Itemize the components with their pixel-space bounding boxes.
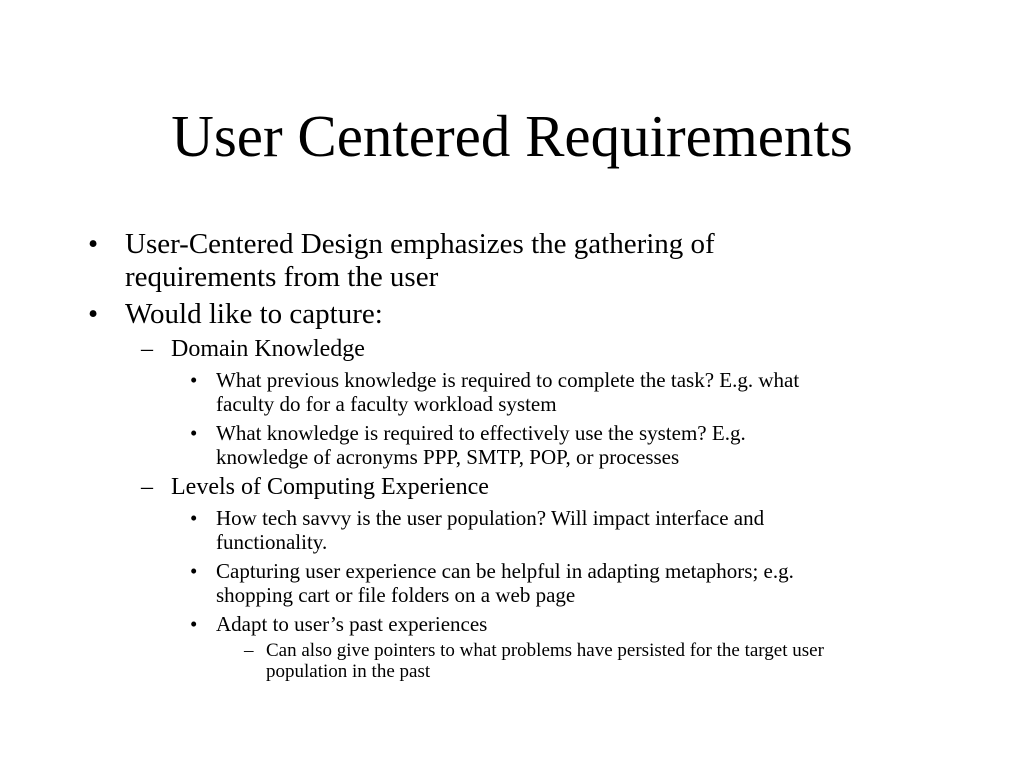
sub-sub-bullet-item [0, 421, 1024, 469]
bullet-text-line: Adapt to user’s past experiences [216, 612, 488, 636]
bullet-item [0, 228, 1024, 294]
bullet-text-line: faculty do for a faculty workload system [216, 392, 557, 416]
bullet-text-line: shopping cart or file folders on a web page [216, 583, 576, 607]
sub-sub-bullet-text [216, 559, 1024, 607]
bullet-text [125, 228, 1024, 294]
dash-icon: – [141, 336, 153, 362]
bullet-text-line: requirements from the user [125, 261, 439, 293]
bullet-text-line: Levels of Computing Experience [171, 474, 489, 500]
bullet-text-line: User-Centered Design emphasizes the gathering of [125, 228, 715, 260]
sub-sub-bullet-text [216, 612, 1024, 636]
bullet-icon: • [190, 612, 198, 636]
bullet-icon: • [88, 228, 99, 260]
sub-sub-bullet-text [216, 421, 1024, 469]
bullet-text [125, 298, 1024, 331]
bullet-icon: • [190, 421, 198, 445]
dash-icon: – [141, 474, 153, 500]
sub-bullet-item [0, 335, 1024, 363]
sub-sub-bullet-text [216, 506, 1024, 554]
sub-bullet-text [171, 473, 1024, 501]
bullet-text-line: Can also give pointers to what problems have persisted for the target user [266, 640, 824, 661]
sub-sub-bullet-item [0, 368, 1024, 416]
slide-body [0, 224, 1024, 682]
fourth-level-text [266, 640, 1024, 682]
sub-sub-bullet-item [0, 559, 1024, 607]
bullet-text-line: What knowledge is required to effectively use the system? E.g. [216, 421, 746, 445]
sub-bullet-text [171, 335, 1024, 363]
bullet-text-line: functionality. [216, 530, 328, 554]
sub-sub-bullet-text [216, 368, 1024, 416]
bullet-text-line: Capturing user experience can be helpful in adapting metaphors; e.g. [216, 559, 794, 583]
bullet-icon: • [88, 298, 99, 330]
bullet-icon: • [190, 368, 198, 392]
sub-bullet-item [0, 473, 1024, 501]
slide-title: User Centered Requirements [171, 103, 853, 169]
bullet-text-line: population in the past [266, 661, 431, 682]
bullet-icon: • [190, 506, 198, 530]
bullet-text-line: Would like to capture: [125, 298, 383, 330]
dash-icon: – [244, 640, 254, 661]
bullet-text-line: knowledge of acronyms PPP, SMTP, POP, or processes [216, 445, 680, 469]
bullet-icon: • [190, 559, 198, 583]
fourth-level-item [0, 640, 1024, 682]
sub-sub-bullet-item [0, 506, 1024, 554]
bullet-text-line: What previous knowledge is required to complete the task? E.g. what [216, 368, 800, 392]
bullet-item [0, 298, 1024, 331]
sub-sub-bullet-item [0, 612, 1024, 636]
bullet-text-line: How tech savvy is the user population? Will impact interface and [216, 506, 765, 530]
bullet-text-line: Domain Knowledge [171, 336, 365, 362]
